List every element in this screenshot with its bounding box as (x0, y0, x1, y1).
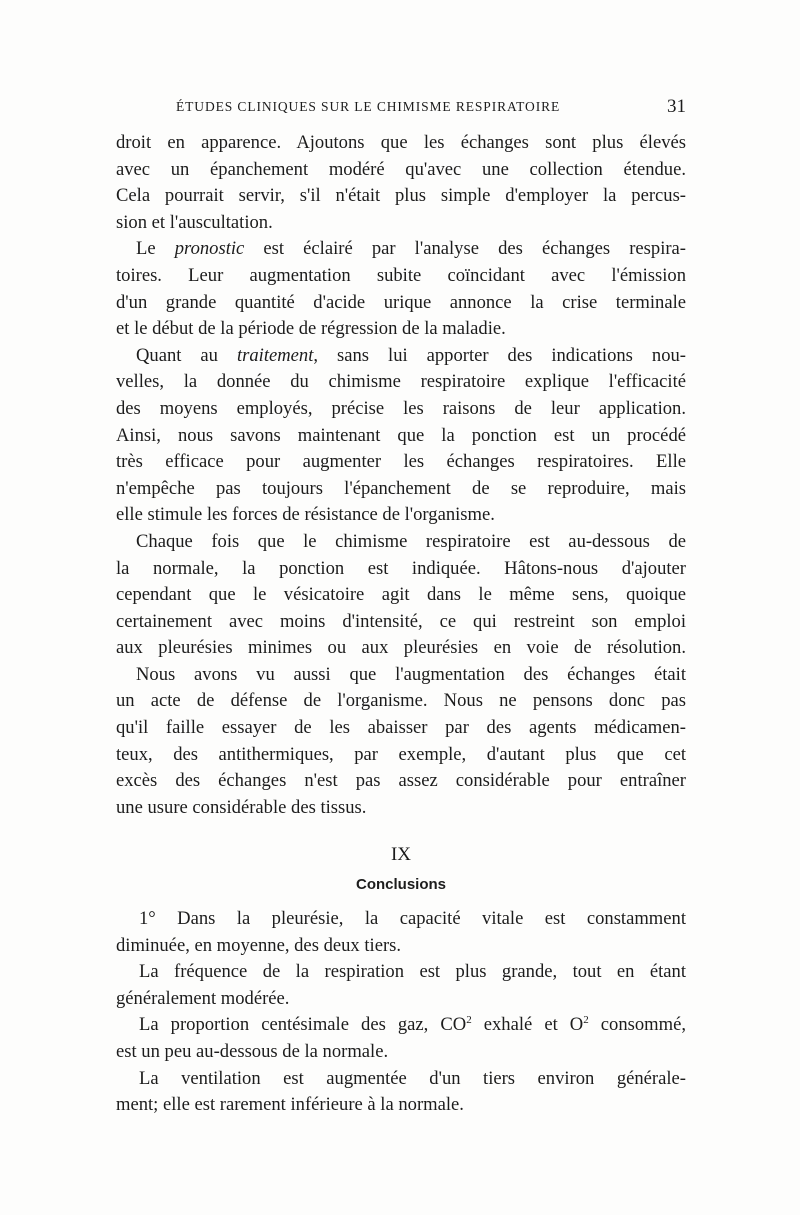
emphasis-pronostic: pronostic (174, 238, 245, 260)
text-line: velles, la donnée du chimisme respiratoire explique l'efficacité (116, 371, 686, 393)
text-run: consommé, (588, 1014, 686, 1036)
page-header (116, 96, 686, 121)
text-line (116, 1012, 686, 1039)
text-line: Nous avons vu aussi que l'augmentation des échanges était (136, 663, 686, 685)
section-title: Conclusions (355, 876, 446, 893)
text-line: La fréquence de la respiration est plus grande, tout en étant (139, 961, 686, 983)
text-line: avec un épanchement modéré qu'avec une collection étendue. (116, 158, 686, 180)
section-number: IX (390, 844, 412, 865)
conclusions-text (116, 906, 686, 1119)
text-run: Quant au (136, 344, 237, 366)
text-line: diminuée, en moyenne, des deux tiers. (116, 934, 402, 956)
text-line: n'empêche pas toujours l'épanchement de se reproduire, mais (116, 477, 686, 499)
text-line: sion et l'auscultation. (116, 211, 273, 233)
text-line (116, 236, 686, 263)
text-line: une usure considérable des tissus. (116, 796, 367, 818)
emphasis-traitement: traitement (236, 344, 314, 366)
text-line: très efficace pour augmenter les échanges respiratoires. Elle (116, 451, 686, 473)
text-run: exhalé et O (471, 1014, 584, 1036)
text-run: Le (136, 238, 175, 260)
text-line (116, 343, 686, 370)
text-run: La proportion centésimale des gaz, CO (139, 1014, 467, 1036)
body-text (116, 130, 686, 821)
text-run: est éclairé par l'analyse des échanges respira- (244, 238, 686, 260)
text-line: Chaque fois que le chimisme respiratoire est au-dessous de (136, 530, 686, 552)
text-line: d'un grande quantité d'acide urique annonce la crise terminale (116, 291, 686, 313)
text-line: 1° Dans la pleurésie, la capacité vitale est constamment (139, 908, 686, 929)
text-run: , sans lui apporter des indications nou- (313, 344, 686, 366)
running-title: ÉTUDES CLINIQUES SUR LE CHIMISME RESPIRATOIRE (176, 99, 561, 114)
text-line: ment; elle est rarement inférieure à la normale. (116, 1094, 464, 1116)
text-line: La ventilation est augmentée d'un tiers environ générale- (139, 1067, 686, 1089)
text-line: qu'il faille essayer de les abaisser par des agents médicamen- (116, 717, 686, 739)
text-line: un acte de défense de l'organisme. Nous ne pensons donc pas (116, 690, 686, 712)
superscript: 2 (583, 1014, 589, 1027)
text-line: teux, des antithermiques, par exemple, d'autant plus que cet (116, 743, 686, 765)
text-line: aux pleurésies minimes ou aux pleurésies en voie de résolution. (116, 637, 686, 659)
text-line: et le début de la période de régression de la maladie. (116, 318, 506, 340)
text-line: est un peu au-dessous de la normale. (116, 1040, 389, 1062)
text-line: généralement modérée. (116, 987, 290, 1009)
superscript: 2 (466, 1014, 472, 1027)
text-line: toires. Leur augmentation subite coïncidant avec l'émission (116, 264, 686, 286)
text-line: elle stimule les forces de résistance de l'organisme. (116, 504, 495, 526)
text-line: excès des échanges n'est pas assez considérable pour entraîner (116, 770, 686, 792)
text-line: Ainsi, nous savons maintenant que la ponction est un procédé (116, 424, 686, 446)
text-line: des moyens employés, précise les raisons de leur application. (116, 397, 686, 419)
text-line: la normale, la ponction est indiquée. Hâtons-nous d'ajouter (116, 557, 686, 579)
page-number: 31 (667, 96, 686, 117)
text-line: droit en apparence. Ajoutons que les échanges sont plus élevés (116, 132, 686, 153)
text-line: certainement avec moins d'intensité, ce qui restreint son emploi (116, 610, 686, 632)
text-line: cependant que le vésicatoire agit dans le même sens, quoique (116, 584, 686, 606)
text-line: Cela pourrait servir, s'il n'était plus simple d'employer la percus- (116, 185, 686, 207)
